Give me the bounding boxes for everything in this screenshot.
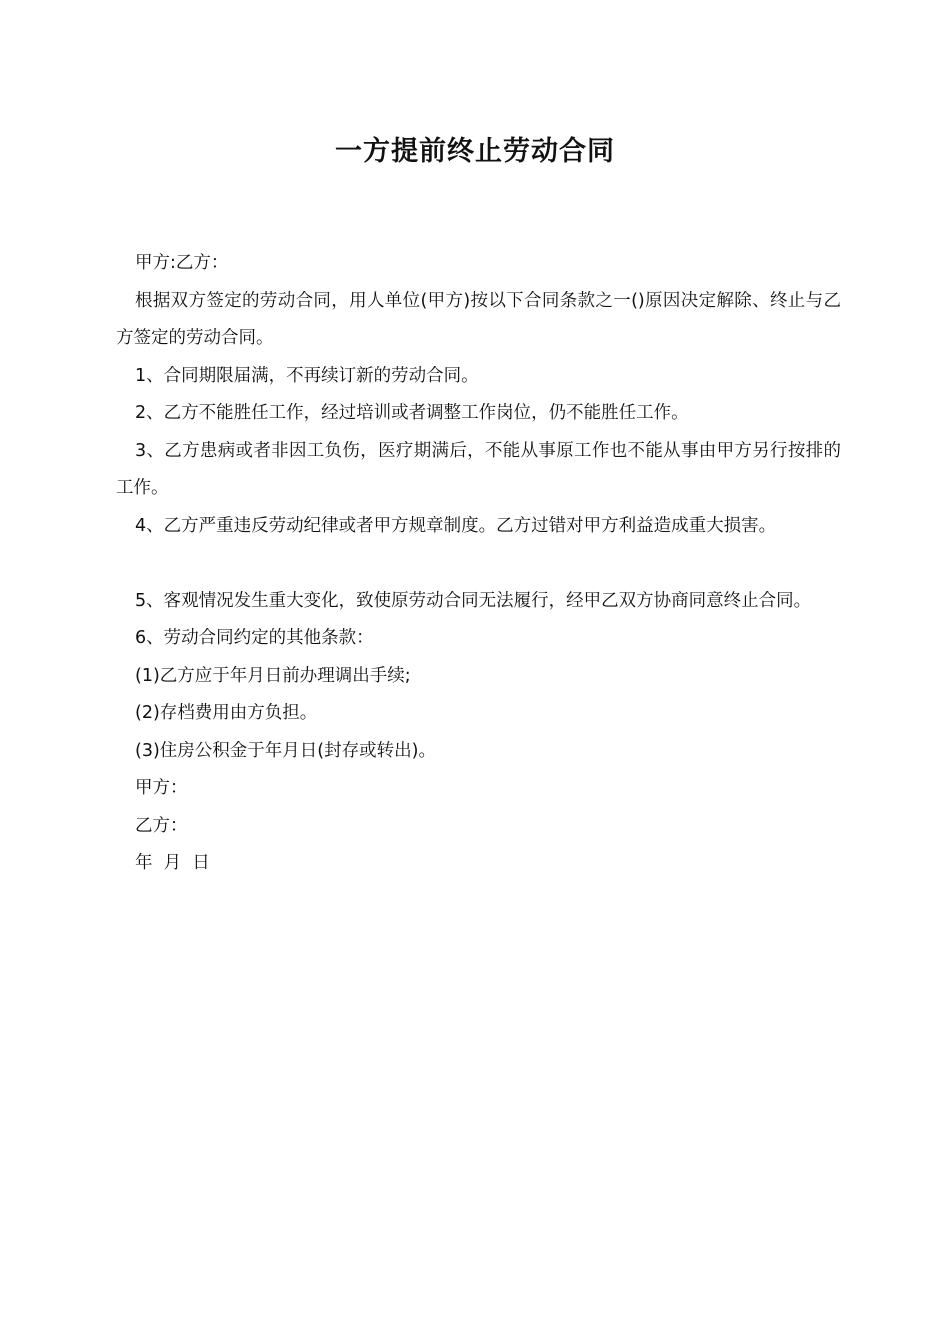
document-title: 一方提前终止劳动合同 <box>335 136 615 167</box>
signature-date: 年 月 日 <box>135 853 210 873</box>
clause-1: 1、合同期限届满，不再续订新的劳动合同。 <box>135 365 479 386</box>
paragraph-gap <box>116 545 841 583</box>
parties-line: 甲方:乙方： <box>135 253 229 273</box>
sub-item-3: (3)住房公积金于年月日(封存或转出)。 <box>135 740 436 761</box>
sub-item-1: (1)乙方应于年月日前办理调出手续; <box>135 665 411 686</box>
clause-6: 6、劳动合同约定的其他条款： <box>135 628 374 648</box>
signature-party-b: 乙方： <box>135 815 188 836</box>
clause-3: 3、乙方患病或者非因工负伤，医疗期满后，不能从事原工作也不能从事由甲方另行按排的工作。 <box>116 440 841 498</box>
clause-2: 2、乙方不能胜任工作，经过培训或者调整工作岗位，仍不能胜任工作。 <box>135 403 689 423</box>
clause-4: 4、乙方严重违反劳动纪律或者甲方规章制度。乙方过错对甲方利益造成重大损害。 <box>135 515 777 536</box>
sub-item-2: (2)存档费用由方负担。 <box>135 703 318 723</box>
clause-5: 5、客观情况发生重大变化，致使原劳动合同无法履行，经甲乙双方协商同意终止合同。 <box>135 590 812 611</box>
intro-paragraph: 根据双方签定的劳动合同，用人单位(甲方)按以下合同条款之一()原因决定解除、终止与乙方签定的劳动合同。 <box>116 290 841 348</box>
signature-party-a: 甲方： <box>135 778 188 798</box>
document-body <box>116 245 841 883</box>
